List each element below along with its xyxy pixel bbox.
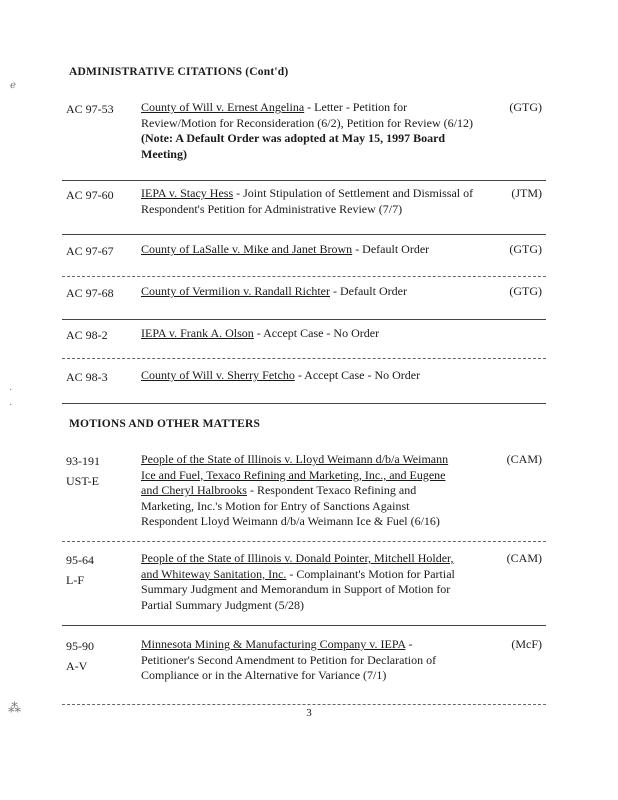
hearing-officer: (GTG) [509,100,542,114]
section-title-motions: MOTIONS AND OTHER MATTERS [69,418,261,430]
page-number: 3 [306,707,312,719]
case-description [141,637,451,684]
case-action: - Default Order [352,242,430,256]
case-title: County of Vermilion v. Randall Richter [141,284,330,298]
case-description [141,284,501,300]
divider-line [62,234,546,235]
docket-id: 95-64 [66,553,94,567]
hearing-officer: (CAM) [506,551,542,565]
case-number: AC 98-2 [66,328,108,342]
docket-number [66,452,100,491]
case-description [141,100,483,162]
case-number: AC 97-67 [66,244,114,258]
case-description [141,551,461,613]
divider-line [62,276,546,277]
hearing-officer: (GTG) [509,242,542,256]
scan-speck: · [9,385,13,396]
docket-type: L-F [66,573,84,587]
divider-line [62,180,546,181]
case-title: IEPA v. Frank A. Olson [141,326,254,340]
case-title: County of Will v. Ernest Angelina [141,100,305,114]
case-action: - Petitioner's Second Amendment to Petition for Declaration of Compliance or in the Alternative for Variance (7/1) [141,637,437,683]
case-title: People of the State of Illinois v. Donald Pointer, Mitchell Holder, and Whiteway Sanitation, Inc. [141,551,454,581]
case-note: (Note: A Default Order was adopted at May 15, 1997 Board Meeting) [141,131,446,161]
divider-line [62,541,546,542]
case-description [141,242,501,258]
scan-speck: · [9,400,13,411]
case-description [141,186,491,217]
case-description [141,452,453,530]
case-number: AC 98-3 [66,370,108,384]
docket-type: UST-E [66,474,99,488]
case-title: County of LaSalle v. Mike and Janet Brown [141,242,353,256]
docket-number [66,551,94,590]
docket-id: 95-90 [66,639,94,653]
case-title: Minnesota Mining & Manufacturing Company v. IEPA [141,637,406,651]
docket-type: A-V [66,659,88,673]
case-number: AC 97-68 [66,286,114,300]
case-title: County of Will v. Sherry Fetcho [141,368,295,382]
case-action: - Letter - Petition for Review/Motion for Reconsideration (6/2), Petition for Review (6/12) [141,100,473,130]
divider-line [62,625,546,626]
case-title: IEPA v. Stacy Hess [141,186,234,200]
case-number: AC 97-60 [66,188,114,202]
section-title-administrative-citations: ADMINISTRATIVE CITATIONS (Cont'd) [69,66,289,78]
divider-line [62,358,546,359]
case-action: - Accept Case - No Order [253,326,380,340]
docket-number [66,637,94,676]
case-description [141,326,501,342]
case-action: - Default Order [329,284,407,298]
docket-id: 93-191 [66,454,100,468]
scan-speck: ℯ [10,80,16,91]
case-description [141,368,501,384]
hearing-officer: (JTM) [511,186,542,200]
divider-line [62,704,546,705]
hearing-officer: (McF) [511,637,542,651]
case-action: - Joint Stipulation of Settlement and Dismissal of Respondent's Petition for Administrative Review (7/7) [141,186,474,216]
divider-line [62,319,546,320]
hearing-officer: (GTG) [509,284,542,298]
scan-speck: ⁂ [8,700,21,715]
case-action: - Respondent Texaco Refining and Marketing, Inc.'s Motion for Entry of Sanctions Against Respondent Lloyd Weimann d/b/a Weimann Ice & Fuel (6/16) [141,483,440,529]
case-action: - Complainant's Motion for Partial Summary Judgment and Memorandum in Support of Motion for Partial Summary Judgment (5/28) [141,566,455,612]
case-number: AC 97-53 [66,102,114,116]
divider-line [62,403,546,404]
case-action: - Accept Case - No Order [294,368,421,382]
case-title: People of the State of Illinois v. Lloyd Weimann d/b/a Weimann Ice and Fuel, Texaco Refining and Marketing, Inc., and Eugene and Cheryl Halbrooks [141,452,449,498]
hearing-officer: (CAM) [506,452,542,466]
